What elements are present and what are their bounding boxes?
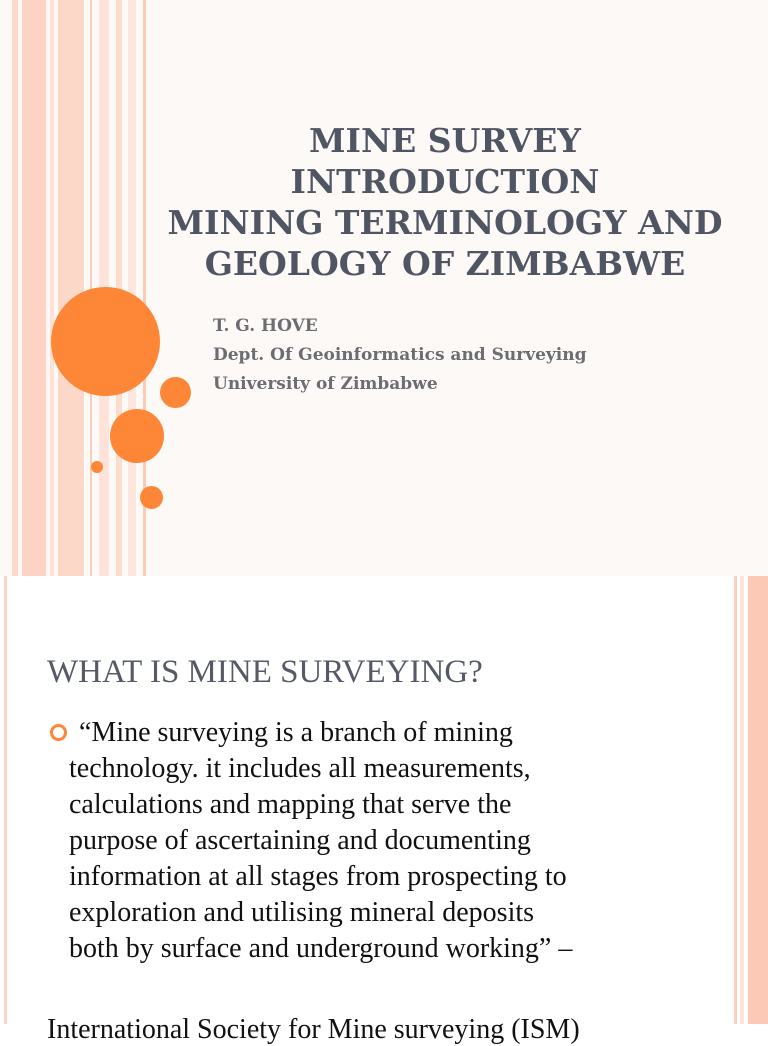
decorative-stripe <box>128 0 136 576</box>
decorative-circle-small <box>91 461 103 473</box>
slide-title <box>160 120 730 284</box>
content-slide <box>0 576 768 1045</box>
quote-line: purpose of ascertaining and documenting <box>69 825 531 856</box>
quote-line: information at all stages from prospecting to <box>69 861 567 892</box>
author-block <box>213 312 586 399</box>
quote-line: exploration and utilising mineral deposits <box>69 897 535 928</box>
bullet-circle-icon <box>50 724 67 741</box>
decorative-stripe <box>4 576 7 1024</box>
quote-text <box>69 715 759 967</box>
author-name: T. G. HOVE <box>213 316 318 336</box>
decorative-circle <box>160 377 191 408</box>
decorative-circle <box>110 409 164 463</box>
slide-heading: WHAT IS MINE SURVEYING? <box>47 654 483 690</box>
author-university: University of Zimbabwe <box>213 374 438 394</box>
decorative-circle <box>140 486 163 509</box>
quote-line: technology. it includes all measurements, <box>69 753 531 784</box>
quote-line: “Mine surveying is a branch of mining <box>79 717 513 748</box>
decorative-stripe <box>58 0 84 576</box>
quote-line: calculations and mapping that serve the <box>69 789 512 820</box>
title-line: MINE SURVEY <box>309 121 581 160</box>
author-department: Dept. Of Geoinformatics and Surveying <box>213 345 587 365</box>
decorative-circle-large <box>51 287 160 396</box>
title-line: MINING TERMINOLOGY AND <box>167 203 723 242</box>
quote-attribution: International Society for Mine surveying (ISM) <box>47 1014 580 1045</box>
decorative-stripe <box>50 0 54 576</box>
title-line: GEOLOGY OF ZIMBABWE <box>204 244 686 283</box>
quote-line: both by surface and underground working” – <box>69 933 573 964</box>
title-line: INTRODUCTION <box>290 162 600 201</box>
decorative-stripe <box>22 0 46 576</box>
decorative-stripe <box>12 0 18 576</box>
